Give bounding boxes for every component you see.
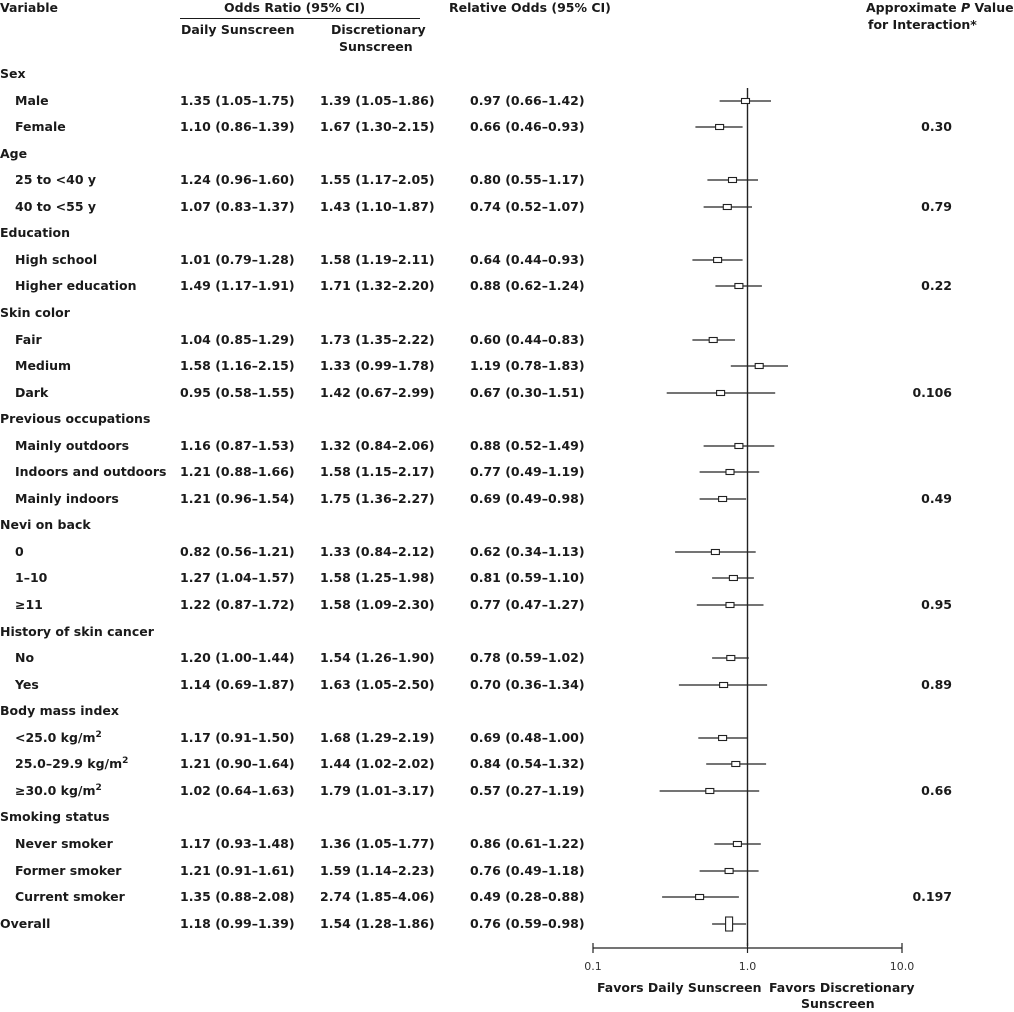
- relative-odds-never-smoker: 0.86 (0.61–1.22): [470, 836, 585, 851]
- daily-or-11: 1.22 (0.87–1.72): [180, 597, 295, 612]
- favor-right-label-line1: Favors Discretionary: [769, 980, 915, 995]
- point-estimate-female: [716, 125, 724, 130]
- disc-or-dark: 1.42 (0.67–2.99): [320, 385, 435, 400]
- group-label-education: Education: [0, 225, 70, 240]
- point-estimate-current-smoker: [696, 895, 704, 900]
- disc-or-40-to-55-y: 1.43 (1.10–1.87): [320, 199, 435, 214]
- relative-odds-40-to-55-y: 0.74 (0.52–1.07): [470, 199, 585, 214]
- p-interaction-11: 0.95: [921, 597, 952, 612]
- relative-odds-current-smoker: 0.49 (0.28–0.88): [470, 889, 585, 904]
- group-label-age: Age: [0, 146, 28, 161]
- point-estimate-indoors-and-outdoors: [726, 470, 734, 475]
- point-estimate-former-smoker: [725, 869, 733, 874]
- relative-odds-yes: 0.70 (0.36–1.34): [470, 677, 585, 692]
- daily-or-never-smoker: 1.17 (0.93–1.48): [180, 836, 295, 851]
- disc-or-25-0-29-9-kg-m: 1.44 (1.02–2.02): [320, 756, 435, 771]
- point-estimate-yes: [720, 683, 728, 688]
- point-estimate-40-to-55-y: [723, 205, 731, 210]
- header-discretionary-line2: Sunscreen: [339, 39, 413, 54]
- point-estimate-30-0-kg-m: [706, 789, 714, 794]
- point-estimate-never-smoker: [733, 842, 741, 847]
- point-estimate-high-school: [714, 258, 722, 263]
- relative-odds-25-0-29-9-kg-m: 0.84 (0.54–1.32): [470, 756, 585, 771]
- disc-or-fair: 1.73 (1.35–2.22): [320, 332, 435, 347]
- row-label-11: ≥11: [15, 597, 43, 612]
- point-estimate-mainly-outdoors: [735, 444, 743, 449]
- disc-or-1-10: 1.58 (1.25–1.98): [320, 570, 435, 585]
- p-interaction-female: 0.30: [921, 119, 952, 134]
- point-estimate-25-to-40-y: [729, 178, 737, 183]
- row-label-medium: Medium: [15, 358, 72, 373]
- favor-right-label-line2: Sunscreen: [801, 996, 875, 1011]
- p-interaction-30-0-kg-m: 0.66: [921, 783, 952, 798]
- row-label-superscript: 2: [122, 755, 129, 766]
- row-label-current-smoker: Current smoker: [15, 889, 125, 904]
- header-discretionary-line1: Discretionary: [331, 22, 426, 37]
- disc-or-high-school: 1.58 (1.19–2.11): [320, 252, 435, 267]
- relative-odds-no: 0.78 (0.59–1.02): [470, 650, 585, 665]
- daily-or-dark: 0.95 (0.58–1.55): [180, 385, 295, 400]
- row-label-fair: Fair: [15, 332, 42, 347]
- p-interaction-current-smoker: 0.197: [912, 889, 952, 904]
- header-odds-ratio: Odds Ratio (95% CI): [224, 0, 366, 15]
- row-label-male: Male: [15, 93, 49, 108]
- row-label-former-smoker: Former smoker: [15, 863, 122, 878]
- group-label-history-of-skin-cancer: History of skin cancer: [0, 624, 154, 639]
- relative-odds-0: 0.62 (0.34–1.13): [470, 544, 585, 559]
- relative-odds-female: 0.66 (0.46–0.93): [470, 119, 585, 134]
- disc-or-medium: 1.33 (0.99–1.78): [320, 358, 435, 373]
- point-estimate-medium: [755, 364, 763, 369]
- row-label-higher-education: Higher education: [15, 278, 137, 293]
- point-estimate-no: [727, 656, 735, 661]
- daily-or-mainly-indoors: 1.21 (0.96–1.54): [180, 491, 295, 506]
- group-label-sex: Sex: [0, 66, 26, 81]
- relative-odds-medium: 1.19 (0.78–1.83): [470, 358, 585, 373]
- row-label-never-smoker: Never smoker: [15, 836, 113, 851]
- p-interaction-mainly-indoors: 0.49: [921, 491, 952, 506]
- point-estimate-fair: [709, 338, 717, 343]
- disc-or-11: 1.58 (1.09–2.30): [320, 597, 435, 612]
- daily-or-1-10: 1.27 (1.04–1.57): [180, 570, 295, 585]
- relative-odds-11: 0.77 (0.47–1.27): [470, 597, 585, 612]
- daily-or-medium: 1.58 (1.16–2.15): [180, 358, 295, 373]
- point-estimate-mainly-indoors: [719, 497, 727, 502]
- point-estimate-25-0-kg-m: [719, 736, 727, 741]
- daily-or-25-0-kg-m: 1.17 (0.91–1.50): [180, 730, 295, 745]
- relative-odds-mainly-outdoors: 0.88 (0.52–1.49): [470, 438, 585, 453]
- group-label-previous-occupations: Previous occupations: [0, 411, 151, 426]
- point-estimate-dark: [717, 391, 725, 396]
- daily-or-25-0-29-9-kg-m: 1.21 (0.90–1.64): [180, 756, 295, 771]
- disc-or-never-smoker: 1.36 (1.05–1.77): [320, 836, 435, 851]
- x-tick-label-1-0: 1.0: [738, 960, 757, 973]
- relative-odds-male: 0.97 (0.66–1.42): [470, 93, 585, 108]
- disc-or-25-to-40-y: 1.55 (1.17–2.05): [320, 172, 435, 187]
- disc-or-overall: 1.54 (1.28–1.86): [320, 916, 435, 931]
- row-label-1-10: 1–10: [15, 570, 48, 585]
- relative-odds-indoors-and-outdoors: 0.77 (0.49–1.19): [470, 464, 585, 479]
- row-label-overall: Overall: [0, 916, 51, 931]
- disc-or-male: 1.39 (1.05–1.86): [320, 93, 435, 108]
- row-label-superscript: 2: [95, 729, 102, 740]
- header-relative-odds: Relative Odds (95% CI): [449, 0, 611, 15]
- disc-or-0: 1.33 (0.84–2.12): [320, 544, 435, 559]
- p-interaction-yes: 0.89: [921, 677, 952, 692]
- disc-or-30-0-kg-m: 1.79 (1.01–3.17): [320, 783, 435, 798]
- point-estimate-11: [726, 603, 734, 608]
- row-label-25-0-29-9-kg-m: 25.0–29.9 $kg/m^2$: [15, 755, 129, 771]
- point-estimate-male: [742, 99, 750, 104]
- x-tick-label-0-1: 0.1: [584, 960, 602, 973]
- p-interaction-40-to-55-y: 0.79: [921, 199, 952, 214]
- disc-or-yes: 1.63 (1.05–2.50): [320, 677, 435, 692]
- point-estimate-1-10: [729, 576, 737, 581]
- relative-odds-higher-education: 0.88 (0.62–1.24): [470, 278, 585, 293]
- row-label-mainly-indoors: Mainly indoors: [15, 491, 119, 506]
- daily-or-male: 1.35 (1.05–1.75): [180, 93, 295, 108]
- daily-or-overall: 1.18 (0.99–1.39): [180, 916, 295, 931]
- disc-or-female: 1.67 (1.30–2.15): [320, 119, 435, 134]
- group-label-nevi-on-back: Nevi on back: [0, 517, 91, 532]
- header-variable: Variable: [0, 0, 59, 15]
- relative-odds-1-10: 0.81 (0.59–1.10): [470, 570, 585, 585]
- x-tick-label-10-0: 10.0: [889, 960, 915, 973]
- disc-or-indoors-and-outdoors: 1.58 (1.15–2.17): [320, 464, 435, 479]
- row-label-mainly-outdoors: Mainly outdoors: [15, 438, 130, 453]
- daily-or-fair: 1.04 (0.85–1.29): [180, 332, 295, 347]
- header-p-approx: Approximate: [866, 0, 957, 15]
- point-estimate-overall: [726, 917, 733, 931]
- daily-or-no: 1.20 (1.00–1.44): [180, 650, 295, 665]
- disc-or-former-smoker: 1.59 (1.14–2.23): [320, 863, 435, 878]
- daily-or-0: 0.82 (0.56–1.21): [180, 544, 295, 559]
- row-label-25-0-kg-m: <25.0 $kg/m^2$: [15, 729, 102, 745]
- disc-or-no: 1.54 (1.26–1.90): [320, 650, 435, 665]
- relative-odds-overall: 0.76 (0.59–0.98): [470, 916, 585, 931]
- header-daily: Daily Sunscreen: [181, 22, 295, 37]
- relative-odds-mainly-indoors: 0.69 (0.49–0.98): [470, 491, 585, 506]
- relative-odds-fair: 0.60 (0.44–0.83): [470, 332, 585, 347]
- row-label-female: Female: [15, 119, 66, 134]
- relative-odds-high-school: 0.64 (0.44–0.93): [470, 252, 585, 267]
- row-label-superscript: 2: [95, 782, 102, 793]
- point-estimate-25-0-29-9-kg-m: [732, 762, 740, 767]
- daily-or-higher-education: 1.49 (1.17–1.91): [180, 278, 295, 293]
- group-label-body-mass-index: Body mass index: [0, 703, 119, 718]
- daily-or-40-to-55-y: 1.07 (0.83–1.37): [180, 199, 295, 214]
- point-estimate-0: [711, 550, 719, 555]
- daily-or-indoors-and-outdoors: 1.21 (0.88–1.66): [180, 464, 295, 479]
- row-label-high-school: High school: [15, 252, 98, 267]
- daily-or-30-0-kg-m: 1.02 (0.64–1.63): [180, 783, 295, 798]
- daily-or-yes: 1.14 (0.69–1.87): [180, 677, 295, 692]
- header-p-value-word: Value: [974, 0, 1014, 15]
- relative-odds-dark: 0.67 (0.30–1.51): [470, 385, 585, 400]
- row-label-no: No: [15, 650, 35, 665]
- relative-odds-25-0-kg-m: 0.69 (0.48–1.00): [470, 730, 585, 745]
- row-label-25-to-40-y: 25 to <40 y: [15, 172, 97, 187]
- header-p-italic: P: [960, 0, 971, 15]
- daily-or-current-smoker: 1.35 (0.88–2.08): [180, 889, 295, 904]
- row-label-indoors-and-outdoors: Indoors and outdoors: [15, 464, 167, 479]
- daily-or-female: 1.10 (0.86–1.39): [180, 119, 295, 134]
- p-interaction-dark: 0.106: [912, 385, 952, 400]
- daily-or-25-to-40-y: 1.24 (0.96–1.60): [180, 172, 295, 187]
- relative-odds-25-to-40-y: 0.80 (0.55–1.17): [470, 172, 585, 187]
- row-label-40-to-55-y: 40 to <55 y: [15, 199, 97, 214]
- group-label-skin-color: Skin color: [0, 305, 70, 320]
- p-interaction-higher-education: 0.22: [921, 278, 952, 293]
- disc-or-mainly-indoors: 1.75 (1.36–2.27): [320, 491, 435, 506]
- disc-or-25-0-kg-m: 1.68 (1.29–2.19): [320, 730, 435, 745]
- daily-or-high-school: 1.01 (0.79–1.28): [180, 252, 295, 267]
- relative-odds-former-smoker: 0.76 (0.49–1.18): [470, 863, 585, 878]
- row-label-0: 0: [15, 544, 24, 559]
- relative-odds-30-0-kg-m: 0.57 (0.27–1.19): [470, 783, 585, 798]
- header-p-line2: for Interaction*: [868, 17, 977, 32]
- daily-or-former-smoker: 1.21 (0.91–1.61): [180, 863, 295, 878]
- group-label-smoking-status: Smoking status: [0, 809, 110, 824]
- disc-or-higher-education: 1.71 (1.32–2.20): [320, 278, 435, 293]
- row-label-yes: Yes: [15, 677, 39, 692]
- row-label-dark: Dark: [15, 385, 49, 400]
- favor-left-label: Favors Daily Sunscreen: [597, 980, 762, 995]
- disc-or-mainly-outdoors: 1.32 (0.84–2.06): [320, 438, 435, 453]
- row-label-30-0-kg-m: ≥30.0 $kg/m^2$: [15, 782, 102, 798]
- daily-or-mainly-outdoors: 1.16 (0.87–1.53): [180, 438, 295, 453]
- disc-or-current-smoker: 2.74 (1.85–4.06): [320, 889, 435, 904]
- point-estimate-higher-education: [735, 284, 743, 289]
